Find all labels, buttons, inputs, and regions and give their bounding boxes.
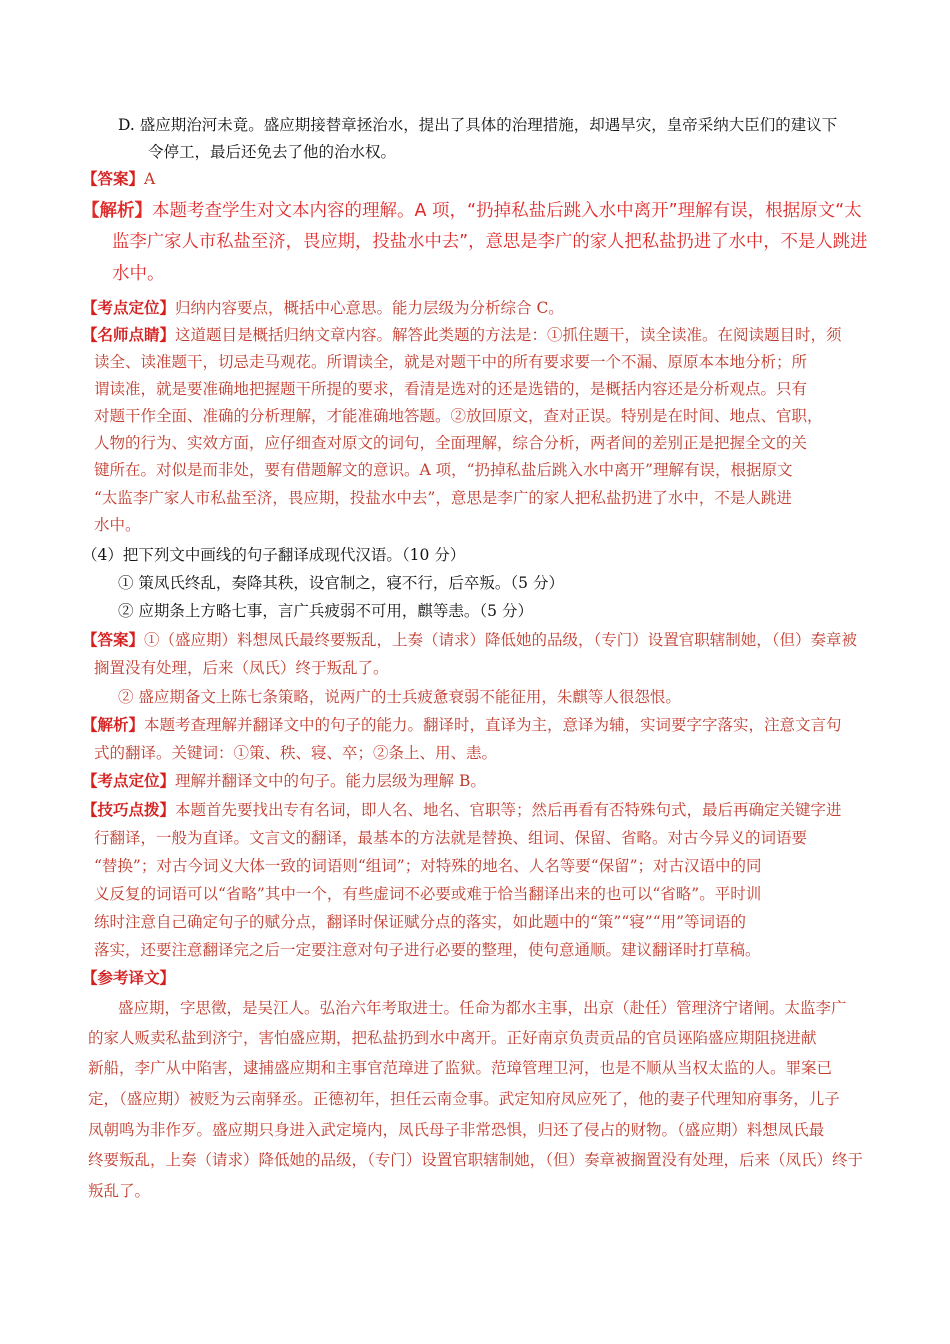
reference-tag: 【参考译文】 xyxy=(82,968,176,987)
reference-line-2: 的家人贩卖私盐到济宁，害怕盛应期，把私盐扔到水中离开。正好南京负责贡品的官员诬陷盛应期阻挠进献 xyxy=(88,1029,817,1047)
mingshi-line-4: 对题干作全面、准确的分析理解，才能准确地答题。②放回原文，查对正误。特别是在时间、地点、官职， xyxy=(94,407,823,425)
option-d-line-1: D. 盛应期治河未竟。盛应期接替章拯治水，提出了具体的治理措施，却遇旱灾，皇帝采纳大臣们的建议下 xyxy=(118,116,838,134)
reference-line-3: 新船，李广从中陷害，逮捕盛应期和主事官范璋进了监狱。范璋管理卫河，也是不顺从当权太监的人。罪案已 xyxy=(88,1059,833,1077)
analysis-2-line-1 xyxy=(82,715,842,735)
jiqiao-line-4: 义反复的词语可以“省略”其中一个，有些虚词不必要或难于恰当翻译出来的也可以“省略”。平时训 xyxy=(94,885,762,903)
reference-line-4: 定，（盛应期）被贬为云南驿丞。正德初年，担任云南佥事。武定知府凤应死了，他的妻子代理知府事务，儿子 xyxy=(88,1090,840,1108)
analysis-2-tag: 【解析】 xyxy=(82,715,145,734)
mingshi-text-1: 这道题目是概括归纳文章内容。解答此类题的方法是：①抓住题干，读全读准。在阅读题目时，须 xyxy=(175,326,842,344)
mingshi-line-7: “太监李广家人市私盐至济，畏应期，投盐水中去”，意思是李广的家人把私盐扔进了水中，不是人跳进 xyxy=(94,489,792,507)
reference-line-7: 叛乱了。 xyxy=(88,1182,151,1200)
answer-2-text-1: ①（盛应期）料想凤氏最终要叛乱，上奏（请求）降低她的品级，（专门）设置官职辖制她，（但）奏章被 xyxy=(144,631,858,649)
mingshi-line-3: 谓读准，就是要准确地把握题干所提的要求，看清是选对的还是选错的，是概括内容还是分析观点。只有 xyxy=(94,380,808,398)
jiqiao-text-1: 本题首先要找出专有名词，即人名、地名、官职等；然后再看有否特殊句式，最后再确定关键字进 xyxy=(175,801,842,819)
kaodian-tag: 【考点定位】 xyxy=(82,298,176,317)
answer-value: A xyxy=(144,170,156,188)
analysis-2-line-2: 式的翻译。关键词：①策、秩、寝、卒；②条上、用、恚。 xyxy=(94,744,498,762)
mingshi-tag: 【名师点睛】 xyxy=(82,325,176,344)
kaodian-1-text: 归纳内容要点，概括中心意思。能力层级为分析综合 C。 xyxy=(175,299,564,317)
jiqiao-line-1 xyxy=(82,800,842,820)
analysis-tag: 【解析】 xyxy=(82,201,152,221)
question-4-title: （4）把下列文中画线的句子翻译成现代汉语。（10 分） xyxy=(82,546,466,564)
question-4-sentence-1: ① 策凤氏终乱，奏降其秩，设官制之，寝不行，后卒叛。（5 分） xyxy=(118,574,564,592)
kaodian-1 xyxy=(82,298,564,318)
reference-line-6: 终要叛乱，上奏（请求）降低她的品级，（专门）设置官职辖制她，（但）奏章被搁置没有处理，后来（凤氏）终于 xyxy=(88,1151,864,1169)
option-d-line-2: 令停工，最后还免去了他的治水权。 xyxy=(148,143,397,161)
jiqiao-line-5: 练时注意自己确定句子的赋分点，翻译时保证赋分点的落实，如此题中的“策”“寝”“用”等词语的 xyxy=(94,913,747,931)
jiqiao-line-6: 落实，还要注意翻译完之后一定要注意对句子进行必要的整理，使句意通顺。建议翻译时打草稿。 xyxy=(94,941,761,959)
kaodian-2-tag: 【考点定位】 xyxy=(82,771,176,790)
kaodian-2 xyxy=(82,771,486,791)
answer-2-line-2: 搁置没有处理，后来（凤氏）终于叛乱了。 xyxy=(94,659,389,677)
analysis-2-text-1: 本题考查理解并翻译文中的句子的能力。翻译时，直译为主，意译为辅，实词要字字落实，注意文言句 xyxy=(144,716,842,734)
answer-tag: 【答案】 xyxy=(82,169,145,188)
reference-line-1: 盛应期，字思徵，是吴江人。弘治六年考取进士。任命为都水主事，出京（赴任）管理济宁诸闸。太监李广 xyxy=(118,999,847,1017)
mingshi-line-5: 人物的行为、实效方面，应仔细查对原文的词句，全面理解，综合分析，两者间的差别正是把握全文的关 xyxy=(94,434,808,452)
reference-line-5: 凤朝鸣为非作歹。盛应期只身进入武定境内，凤氏母子非常恐惧，归还了侵占的财物。（盛应期）料想凤氏最 xyxy=(88,1121,825,1139)
analysis-1-line-1 xyxy=(82,199,862,223)
analysis-1-line-3: 水中。 xyxy=(112,264,165,284)
answer-2-tag: 【答案】 xyxy=(82,630,145,649)
answer-1 xyxy=(82,169,155,189)
jiqiao-line-3: “替换”；对古今词义大体一致的词语则“组词”；对特殊的地名、人名等要“保留”；对古汉语中的同 xyxy=(94,857,762,875)
mingshi-line-8: 水中。 xyxy=(94,516,141,534)
question-4-sentence-2: ② 应期条上方略七事，言广兵疲弱不可用，麒等恚。（5 分） xyxy=(118,602,533,620)
answer-2-line-3: ② 盛应期备文上陈七条策略，说两广的士兵疲惫衰弱不能征用，朱麒等人很怨恨。 xyxy=(118,688,681,706)
mingshi-line-6: 键所在。对似是而非处，要有借题解文的意识。A 项，“扔掉私盐后跳入水中离开”理解有误，根据原文 xyxy=(94,461,793,479)
mingshi-line-2: 读全、读准题干，切忌走马观花。所谓读全，就是对题干中的所有要求要一个不漏、原原本本地分析；所 xyxy=(94,353,808,371)
answer-2-line-1 xyxy=(82,630,857,650)
analysis-1-line-2: 监李广家人市私盐至济，畏应期，投盐水中去”，意思是李广的家人把私盐扔进了水中，不是人跳进 xyxy=(112,232,868,252)
jiqiao-tag: 【技巧点拨】 xyxy=(82,800,176,819)
jiqiao-line-2: 行翻译，一般为直译。文言文的翻译，最基本的方法就是替换、组词、保留、省略。对古今异义的词语要 xyxy=(94,829,808,847)
kaodian-2-text: 理解并翻译文中的句子。能力层级为理解 B。 xyxy=(175,772,486,790)
mingshi-line-1 xyxy=(82,325,842,345)
reference-title xyxy=(82,968,175,988)
analysis-1-text-1: 本题考查学生对文本内容的理解。A 项，“扔掉私盐后跳入水中离开”理解有误，根据原文“太 xyxy=(152,201,862,221)
